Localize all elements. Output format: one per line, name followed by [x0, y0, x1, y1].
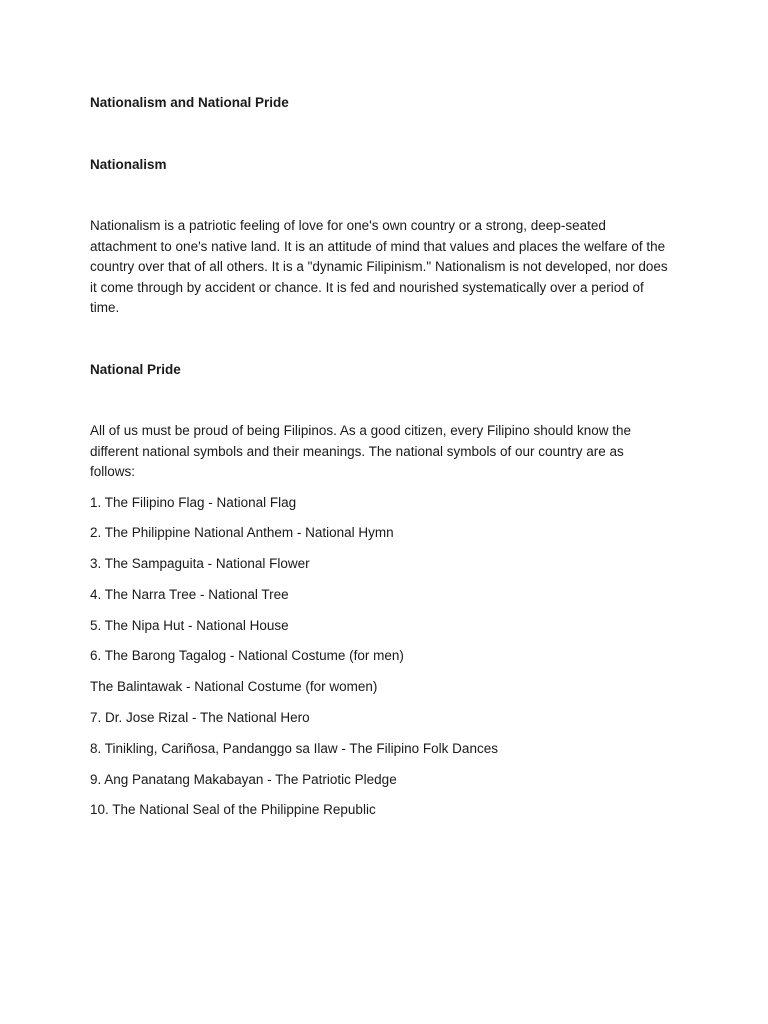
list-item: 1. The Filipino Flag - National Flag: [90, 494, 297, 510]
list-item: 8. Tinikling, Cariñosa, Pandanggo sa Ilaw - The Filipino Folk Dances: [90, 740, 498, 756]
list-item: 6. The Barong Tagalog - National Costume (for men): [90, 648, 404, 664]
list-item: 2. The Philippine National Anthem - National Hymn: [90, 525, 394, 541]
list-item: 7. Dr. Jose Rizal - The National Hero: [90, 710, 310, 726]
document-body: [90, 93, 670, 831]
section-heading-national-pride: National Pride: [90, 361, 181, 377]
section-heading-nationalism: Nationalism: [90, 156, 167, 172]
national-pride-paragraph: All of us must be proud of being Filipinos. As a good citizen, every Filipino should know the different national symbols and their meanings. The national symbols of our country are as follows:: [90, 423, 632, 479]
national-symbols-list: [90, 493, 670, 821]
list-item: 3. The Sampaguita - National Flower: [90, 556, 310, 572]
list-item: 4. The Narra Tree - National Tree: [90, 586, 289, 602]
document-title: Nationalism and National Pride: [90, 95, 289, 110]
list-item: The Balintawak - National Costume (for women): [90, 679, 378, 695]
list-item: 10. The National Seal of the Philippine Republic: [90, 802, 376, 818]
list-item: 9. Ang Panatang Makabayan - The Patriotic Pledge: [90, 771, 397, 787]
list-item: 5. The Nipa Hut - National House: [90, 617, 289, 633]
nationalism-paragraph: Nationalism is a patriotic feeling of love for one's own country or a strong, deep-seated attachment to one's native land. It is an attitude of mind that values and places the welfare of the country over that of all others. It is a "dynamic Filipinism." Nationalism is not developed, nor does it come through by accident or chance. It is fed and nourished systematically over a period of time.: [90, 218, 668, 315]
